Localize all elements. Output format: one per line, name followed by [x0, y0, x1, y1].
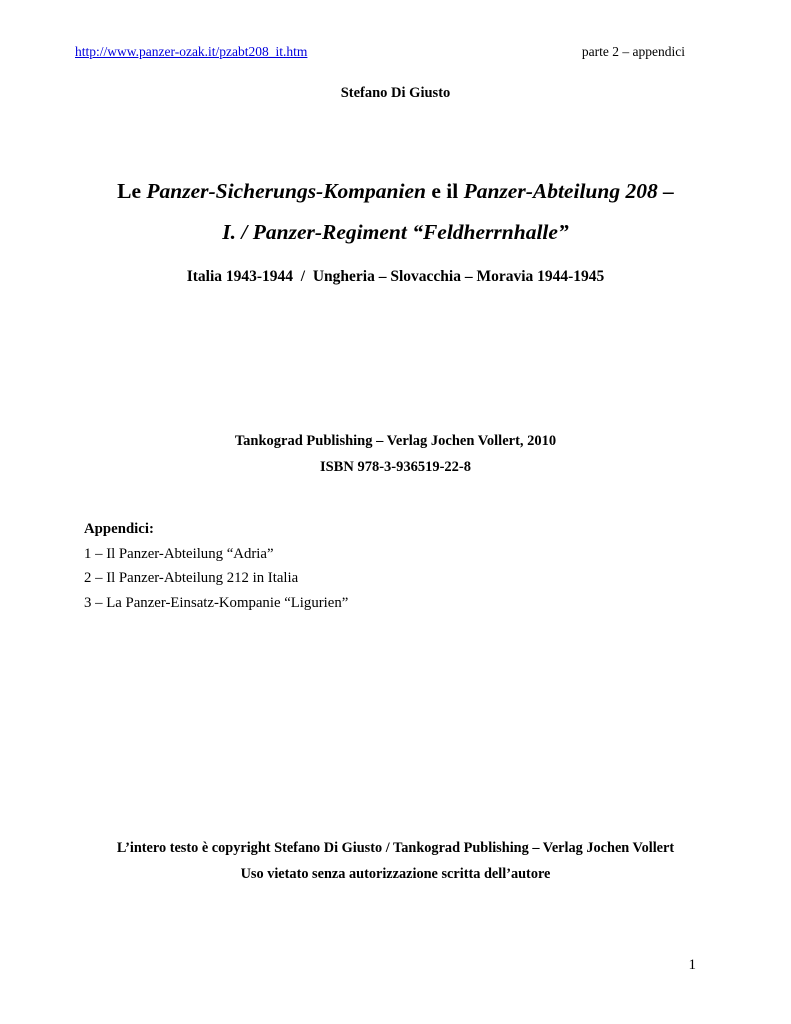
title-line-1 [0, 171, 791, 212]
header-section-label: parte 2 – appendici [581, 44, 685, 59]
title-segment-italic: I. / Panzer-Regiment “Feldherrnhalle” [222, 220, 569, 244]
author-name: Stefano Di Giusto [340, 85, 451, 101]
appendix-item: 2 – Il Panzer-Abteilung 212 in Italia [84, 570, 299, 587]
title-segment-italic: Panzer-Abteilung 208 – [463, 179, 674, 203]
copyright-notice [0, 836, 791, 887]
isbn-line: ISBN 978-3-936519-22-8 [319, 459, 472, 475]
document-subtitle: Italia 1943-1944 / Ungheria – Slovacchia – Moravia 1944-1945 [186, 268, 605, 285]
title-segment-roman: e il [425, 179, 464, 203]
publisher-block [0, 428, 791, 480]
source-url-link[interactable]: http://www.panzer-ozak.it/pzabt208_it.htm [75, 44, 308, 59]
page-number: 1 [688, 957, 696, 973]
appendix-item: 1 – Il Panzer-Abteilung “Adria” [84, 545, 274, 562]
publisher-line: Tankograd Publishing – Verlag Jochen Vollert, 2010 [234, 433, 557, 449]
appendices-list [84, 517, 715, 616]
page-header [75, 44, 685, 60]
title-segment-roman: Le [117, 179, 147, 203]
title-segment-italic: Panzer-Sicherungs-Kompanien [146, 179, 426, 203]
appendix-item: 3 – La Panzer-Einsatz-Kompanie “Ligurien” [84, 595, 349, 612]
copyright-line-1: L’intero testo è copyright Stefano Di Giusto / Tankograd Publishing – Verlag Jochen Vollert [116, 840, 675, 856]
document-title [0, 171, 791, 253]
title-line-2 [0, 212, 791, 253]
copyright-line-2: Uso vietato senza autorizzazione scritta dell’autore [240, 865, 551, 882]
appendices-heading: Appendici: [84, 521, 154, 537]
